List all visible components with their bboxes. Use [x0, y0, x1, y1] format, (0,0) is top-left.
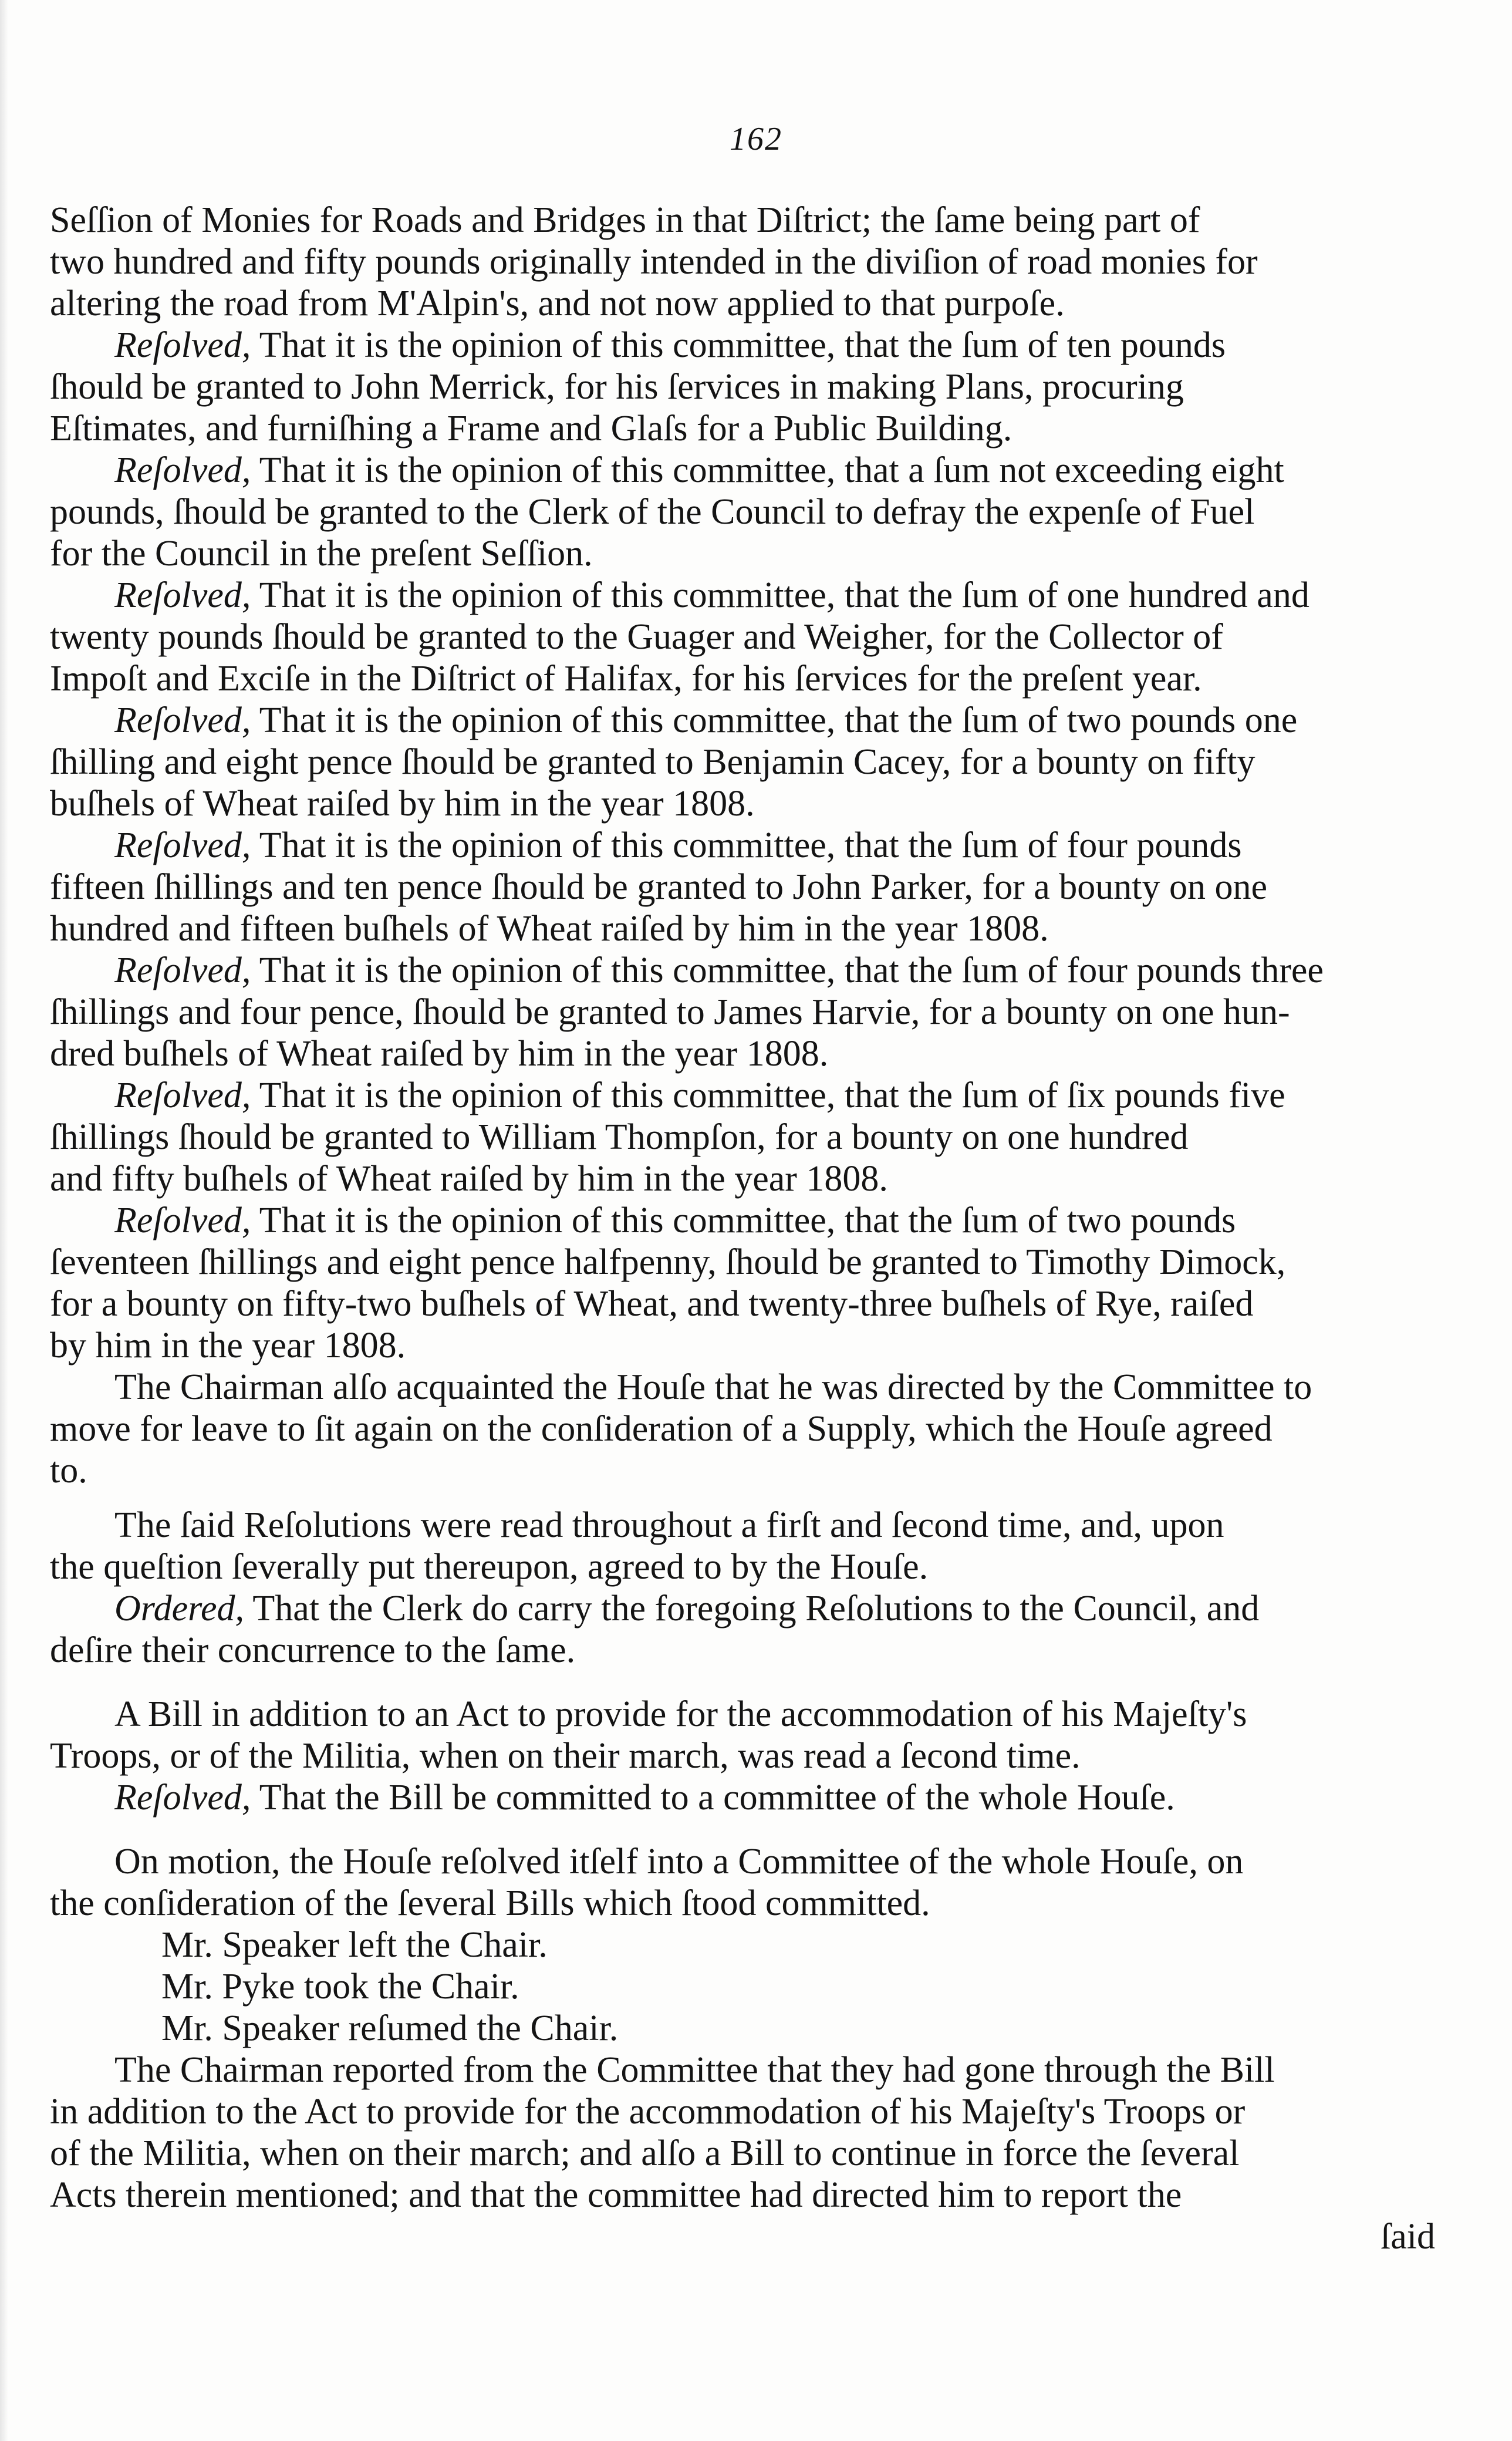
resolution-text: That it is the opinion of this committee, that a ſum not exceeding eight — [259, 450, 1284, 490]
page-body — [50, 200, 1435, 2258]
text-line: buſhels of Wheat raiſed by him in the year 1808. — [50, 784, 755, 824]
text-line: dred buſhels of Wheat raiſed by him in the year 1808. — [50, 1034, 829, 1074]
resolution-lead: Reſolved, — [114, 575, 251, 615]
text-line: pounds, ſhould be granted to the Clerk of the Council to defray the expenſe of Fuel — [50, 492, 1255, 532]
text-line: The Chairman alſo acquainted the Houſe that he was directed by the Committee to — [114, 1367, 1312, 1407]
text-line: A Bill in addition to an Act to provide for the accommodation of his Majeſty's — [114, 1694, 1247, 1734]
text-line: move for leave to ſit again on the conſideration of a Supply, which the Houſe agreed — [50, 1409, 1273, 1449]
text-line: altering the road from M'Alpin's, and not now applied to that purpoſe. — [50, 284, 1065, 323]
resolution-lead: Reſolved, — [114, 325, 251, 365]
spacer — [50, 1671, 1435, 1694]
text-line: by him in the year 1808. — [50, 1326, 406, 1366]
text-line: twenty pounds ſhould be granted to the Guager and Weigher, for the Collector of — [50, 617, 1223, 657]
resolution-first-line — [50, 575, 1435, 616]
text-line: Mr. Speaker left the Chair. — [161, 1925, 548, 1965]
text-line: Troops, or of the Militia, when on their march, was read a ſecond time. — [50, 1736, 1081, 1776]
text-line: hundred and fifteen buſhels of Wheat raiſed by him in the year 1808. — [50, 909, 1049, 949]
text-line: of the Militia, when on their march; and alſo a Bill to continue in force the ſeveral — [50, 2133, 1240, 2173]
page-edge-shadow — [0, 0, 8, 2441]
text-line: On motion, the Houſe reſolved itſelf into a Committee of the whole Houſe, on — [114, 1842, 1244, 1882]
text-line: Seſſion of Monies for Roads and Bridges in that Diſtrict; the ſame being part of — [50, 200, 1200, 240]
resolution-first-line — [50, 950, 1435, 992]
resolution-lead: Reſolved, — [114, 700, 251, 740]
resolution-text: That it is the opinion of this committee, that the ſum of four pounds — [259, 825, 1242, 865]
resolution-lead: Reſolved, — [114, 450, 251, 490]
text-line: in addition to the Act to provide for the accommodation of his Majeſty's Troops or — [50, 2092, 1246, 2132]
text-line: ſeventeen ſhillings and eight pence halfpenny, ſhould be granted to Timothy Dimock, — [50, 1242, 1286, 1282]
text-line: two hundred and fifty pounds originally intended in the diviſion of road monies for — [50, 242, 1258, 282]
resolution-lead: Reſolved, — [114, 950, 251, 990]
page-number: 162 — [730, 121, 782, 157]
text-line: Eſtimates, and furniſhing a Frame and Glaſs for a Public Building. — [50, 409, 1013, 449]
text-line: The ſaid Reſolutions were read throughout a firſt and ſecond time, and, upon — [114, 1505, 1224, 1545]
text-line: the queſtion ſeverally put thereupon, agreed to by the Houſe. — [50, 1547, 929, 1587]
text-line: ſhillings and four pence, ſhould be granted to James Harvie, for a bounty on one hun- — [50, 992, 1290, 1032]
resolution-text: That the Bill be committed to a committee of the whole Houſe. — [259, 1778, 1175, 1818]
text-line: the conſideration of the ſeveral Bills which ſtood committed. — [50, 1883, 930, 1923]
resolution-text: That it is the opinion of this committee, that the ſum of two pounds one — [259, 700, 1298, 740]
resolution-lead: Reſolved, — [114, 1201, 251, 1240]
resolution-lead: Reſolved, — [114, 1075, 251, 1115]
text-line: ſhillings ſhould be granted to William Thompſon, for a bounty on one hundred — [50, 1117, 1189, 1157]
resolution-lead: Reſolved, — [114, 1778, 251, 1818]
resolution-first-line — [50, 1777, 1435, 1819]
catchword: ſaid — [1381, 2217, 1435, 2257]
text-line: Mr. Speaker reſumed the Chair. — [161, 2008, 619, 2048]
text-line: Acts therein mentioned; and that the committee had directed him to report the — [50, 2175, 1182, 2215]
text-line: for a bounty on fifty-two buſhels of Wheat, and twenty-three buſhels of Rye, raiſed — [50, 1284, 1254, 1324]
text-line: deſire their concurrence to the ſame. — [50, 1630, 576, 1670]
order-first-line — [50, 1588, 1435, 1630]
order-text: That the Clerk do carry the foregoing Reſolutions to the Council, and — [252, 1589, 1260, 1629]
resolution-first-line — [50, 325, 1435, 366]
resolution-first-line — [50, 700, 1435, 741]
resolution-first-line — [50, 1200, 1435, 1242]
text-line: for the Council in the preſent Seſſion. — [50, 534, 593, 574]
resolution-lead: Reſolved, — [114, 825, 251, 865]
resolution-text: That it is the opinion of this committee, that the ſum of ſix pounds five — [259, 1075, 1285, 1115]
spacer — [50, 1819, 1435, 1841]
order-lead: Ordered, — [114, 1589, 244, 1629]
text-line: Mr. Pyke took the Chair. — [161, 1967, 519, 2007]
resolution-text: That it is the opinion of this committee, that the ſum of ten pounds — [259, 325, 1226, 365]
resolution-first-line — [50, 825, 1435, 867]
resolution-first-line — [50, 1075, 1435, 1117]
text-line: ſhould be granted to John Merrick, for his ſervices in making Plans, procuring — [50, 367, 1184, 407]
text-line: The Chairman reported from the Committee that they had gone through the Bill — [114, 2050, 1275, 2090]
resolution-text: That it is the opinion of this committee, that the ſum of one hundred and — [259, 575, 1310, 615]
resolution-text: That it is the opinion of this committee, that the ſum of four pounds three — [259, 950, 1324, 990]
text-line: and fifty buſhels of Wheat raiſed by him in the year 1808. — [50, 1159, 888, 1199]
resolution-text: That it is the opinion of this committee, that the ſum of two pounds — [259, 1201, 1236, 1240]
spacer — [50, 1492, 1435, 1505]
text-line: ſhilling and eight pence ſhould be granted to Benjamin Cacey, for a bounty on fifty — [50, 742, 1256, 782]
text-line: fifteen ſhillings and ten pence ſhould be granted to John Parker, for a bounty on one — [50, 867, 1267, 907]
resolution-first-line — [50, 450, 1435, 491]
text-line: to. — [50, 1451, 87, 1491]
text-line: Impoſt and Exciſe in the Diſtrict of Halifax, for his ſervices for the preſent year. — [50, 659, 1202, 699]
